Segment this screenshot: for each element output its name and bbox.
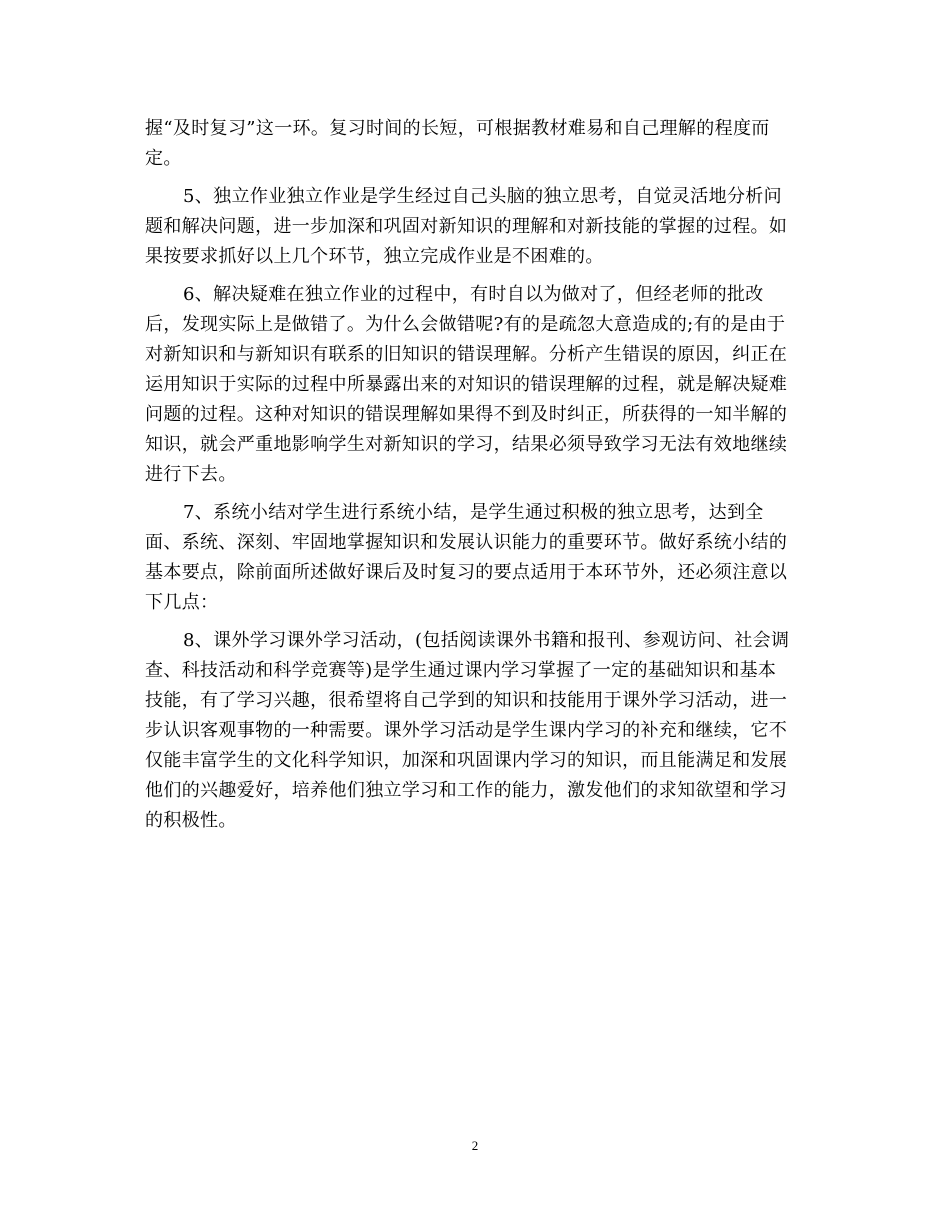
paragraph-line: 步认识客观事物的一种需要。课外学习活动是学生课内学习的补充和继续，它不 (145, 720, 788, 741)
paragraph-systematic-summary (145, 498, 807, 618)
paragraph-line: 知识，就会严重地影响学生对新知识的学习，结果必须导致学习无法有效地继续 (145, 434, 788, 455)
paragraph-line: 握“及时复习”这一环。复习时间的长短，可根据教材难易和自己理解的程度而 (145, 118, 770, 139)
paragraph-line: 面、系统、深刻、牢固地掌握知识和发展认识能力的重要环节。做好系统小结的 (145, 532, 788, 553)
paragraph-line: 的积极性。 (145, 810, 237, 831)
document-body (145, 114, 807, 844)
paragraph-independent-homework (145, 182, 807, 272)
paragraph-line: 运用知识于实际的过程中所暴露出来的对知识的错误理解的过程，就是解决疑难 (145, 374, 788, 395)
paragraph-line: 他们的兴趣爱好，培养他们独立学习和工作的能力，激发他们的求知欲望和学习 (145, 780, 788, 801)
paragraph-line: 6、解决疑难在独立作业的过程中，有时自以为做对了，但经老师的批改 (183, 284, 764, 305)
paragraph-line: 7、系统小结对学生进行系统小结，是学生通过积极的独立思考，达到全 (183, 502, 764, 523)
paragraph-line: 问题的过程。这种对知识的错误理解如果得不到及时纠正，所获得的一知半解的 (145, 404, 788, 425)
page-number: 2 (471, 1138, 479, 1153)
paragraph-line: 8、课外学习课外学习活动，(包括阅读课外书籍和报刊、参观访问、社会调 (183, 630, 790, 651)
paragraph-line: 果按要求抓好以上几个环节，独立完成作业是不困难的。 (145, 246, 604, 267)
paragraph-line: 对新知识和与新知识有联系的旧知识的错误理解。分析产生错误的原因，纠正在 (145, 344, 788, 365)
paragraph-line: 查、科技活动和科学竞赛等)是学生通过课内学习掌握了一定的基础知识和基本 (145, 660, 777, 681)
paragraph-line: 定。 (145, 148, 182, 169)
paragraph-line: 后，发现实际上是做错了。为什么会做错呢?有的是疏忽大意造成的;有的是由于 (145, 314, 786, 335)
paragraph-line: 基本要点，除前面所述做好课后及时复习的要点适用于本环节外，还必须注意以 (145, 562, 788, 583)
paragraph-line: 仅能丰富学生的文化科学知识，加深和巩固课内学习的知识，而且能满足和发展 (145, 750, 788, 771)
paragraph-line: 下几点： (145, 592, 219, 613)
paragraph-extracurricular-learning (145, 626, 807, 836)
paragraph-line: 5、独立作业独立作业是学生经过自己头脑的独立思考，自觉灵活地分析问 (183, 186, 782, 207)
paragraph-resolve-difficulties (145, 280, 807, 490)
paragraph-line: 进行下去。 (145, 464, 237, 485)
paragraph-review-continuation (145, 114, 807, 174)
paragraph-line: 题和解决问题，进一步加深和巩固对新知识的理解和对新技能的掌握的过程。如 (145, 216, 788, 237)
paragraph-line: 技能，有了学习兴趣，很希望将自己学到的知识和技能用于课外学习活动，进一 (145, 690, 788, 711)
